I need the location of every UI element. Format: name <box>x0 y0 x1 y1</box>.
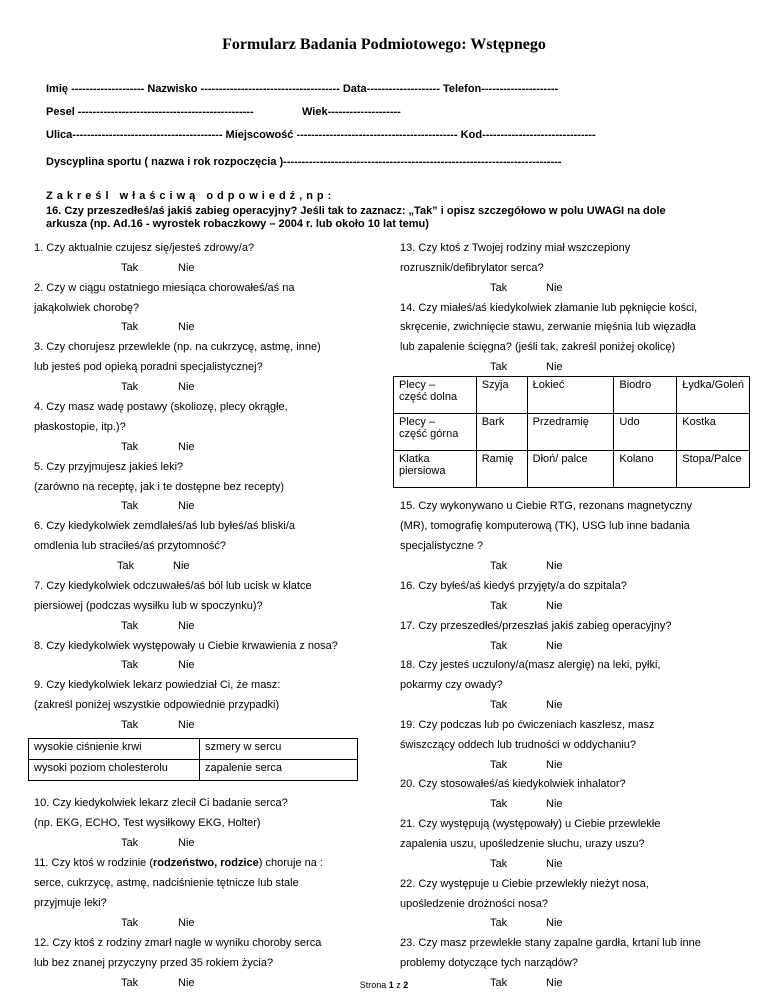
question-7: piersiowej (podczas wysiłku lub w spoczynku)? <box>34 600 263 612</box>
footer-label: Strona <box>359 980 389 990</box>
answer-no[interactable]: Nie <box>546 560 563 572</box>
table-cell[interactable]: Klatka piersiowa <box>394 451 477 488</box>
question-7: 7. Czy kiedykolwiek odczuwałeś/aś ból lub ucisk w klatce <box>34 580 312 592</box>
answer-yes[interactable]: Tak <box>490 917 508 929</box>
answer-no[interactable]: Nie <box>178 719 195 731</box>
table-row <box>394 451 750 488</box>
question-18: 18. Czy jesteś uczulony/a(masz alergię) na leki, pyłki, <box>400 659 661 671</box>
q11-emphasis: rodzeństwo, rodzice <box>153 857 259 869</box>
answer-no[interactable]: Nie <box>178 659 195 671</box>
answer-no[interactable]: Nie <box>546 759 563 771</box>
table-cell[interactable]: Stopa/Palce <box>677 451 750 488</box>
answer-yes[interactable]: Tak <box>490 282 508 294</box>
instruction-text: arkusza (np. Ad.16 - wyrostek robaczkowy – 2004 r. lub około 10 lat temu) <box>46 218 429 230</box>
question-2: 2. Czy w ciągu ostatniego miesiąca chorowałeś/aś na <box>34 282 295 294</box>
answer-no[interactable]: Nie <box>178 917 195 929</box>
question-4: płaskostopie, itp.)? <box>34 421 126 433</box>
page-total: 2 <box>403 980 409 990</box>
table-cell[interactable]: Łokieć <box>527 377 614 414</box>
footer-separator: z <box>393 980 404 990</box>
question-16: 16. Czy byłeś/aś kiedyś przyjęty/a do szpitala? <box>400 580 627 592</box>
answer-no[interactable]: Nie <box>546 798 563 810</box>
personal-info-line[interactable]: Imię -------------------- Nazwisko -------------------------------------- Data-------------------- Telefon--------------------- <box>46 83 559 95</box>
question-18: pokarmy czy owady? <box>400 679 503 691</box>
instruction-heading: Zakreśl właściwą odpowiedź,np: <box>46 190 336 202</box>
question-22: upośledzenie drożności nosa? <box>400 898 548 910</box>
sport-discipline-line[interactable]: Dyscyplina sportu ( nazwa i rok rozpoczęcia )---------------------------------------------------------------------------- <box>46 156 562 168</box>
table-cell[interactable]: Łydka/Goleń <box>677 377 750 414</box>
question-8: 8. Czy kiedykolwiek występowały u Ciebie krwawienia z nosa? <box>34 640 338 652</box>
table-cell[interactable]: wysokie ciśnienie krwi <box>29 739 200 760</box>
q11-text: 11. Czy ktoś w rodzinie ( <box>34 857 154 869</box>
table-cell[interactable]: Przedramię <box>527 414 614 451</box>
q14-body-region-table <box>393 376 750 488</box>
question-23: problemy dotyczące tych narządów? <box>400 957 578 969</box>
question-19: świszczący oddech lub trudności w oddychaniu? <box>400 739 637 751</box>
question-11 <box>34 857 323 869</box>
question-13: 13. Czy ktoś z Twojej rodziny miał wszczepiony <box>400 242 631 254</box>
answer-yes[interactable]: Tak <box>490 798 508 810</box>
question-9: 9. Czy kiedykolwiek lekarz powiedział Ci, że masz: <box>34 679 281 691</box>
address-line[interactable]: Ulica----------------------------------------- Miejscowość -------------------------------------------- Kod------------------------------- <box>46 129 596 141</box>
question-21: 21. Czy występują (występowały) u Ciebie przewlekłe <box>400 818 661 830</box>
question-1: 1. Czy aktualnie czujesz się/jesteś zdrowy/a? <box>34 242 255 254</box>
q9-conditions-table <box>28 738 358 781</box>
answer-yes[interactable]: Tak <box>117 560 135 572</box>
question-12: lub bez znanej przyczyny przed 35 rokiem życia? <box>34 957 274 969</box>
table-row <box>394 414 750 451</box>
answer-no[interactable]: Nie <box>546 361 563 373</box>
question-14: skręcenie, zwichnięcie stawu, zerwanie mięśnia lub więzadła <box>400 321 696 333</box>
question-10: 10. Czy kiedykolwiek lekarz zlecił Ci badanie serca? <box>34 797 288 809</box>
answer-no[interactable]: Nie <box>546 917 563 929</box>
table-cell[interactable]: Biodro <box>614 377 677 414</box>
answer-yes[interactable]: Tak <box>490 361 508 373</box>
answer-yes[interactable]: Tak <box>121 441 139 453</box>
age-field[interactable]: Wiek-------------------- <box>302 106 401 118</box>
answer-no[interactable]: Nie <box>178 620 195 632</box>
question-19: 19. Czy podczas lub po ćwiczeniach kaszlesz, masz <box>400 719 655 731</box>
question-15: specjalistyczne ? <box>400 540 484 552</box>
question-11: serce, cukrzycę, astmę, nadciśnienie tętnicze lub stale <box>34 877 299 889</box>
answer-yes[interactable]: Tak <box>121 321 139 333</box>
answer-yes[interactable]: Tak <box>490 600 508 612</box>
answer-no[interactable]: Nie <box>546 699 563 711</box>
answer-yes[interactable]: Tak <box>490 759 508 771</box>
table-cell[interactable]: Plecy – część dolna <box>394 377 477 414</box>
table-cell[interactable]: szmery w sercu <box>200 739 358 760</box>
question-12: 12. Czy ktoś z rodziny zmarł nagle w wyniku choroby serca <box>34 937 322 949</box>
answer-no[interactable]: Nie <box>546 600 563 612</box>
pesel-field[interactable]: Pesel ------------------------------------------------ <box>46 106 254 118</box>
table-row <box>29 760 358 781</box>
table-row <box>29 739 358 760</box>
table-row <box>394 377 750 414</box>
answer-yes[interactable]: Tak <box>490 699 508 711</box>
question-23: 23. Czy masz przewlekłe stany zapalne gardła, krtani lub inne <box>400 937 701 949</box>
instruction-text: 16. Czy przeszedłeś/aś jakiś zabieg operacyjny? Jeśli tak to zaznacz: „Tak” i opisz szczegółowo w polu UWAGI na dole <box>46 205 666 217</box>
question-5: (zarówno na receptę, jak i te dostępne bez recepty) <box>34 481 285 493</box>
answer-no[interactable]: Nie <box>178 381 195 393</box>
question-6: omdlenia lub straciłeś/aś przytomność? <box>34 540 226 552</box>
answer-no[interactable]: Nie <box>546 977 563 989</box>
question-4: 4. Czy masz wadę postawy (skoliozę, plecy okrągłe, <box>34 401 288 413</box>
answer-no[interactable]: Nie <box>546 282 563 294</box>
table-cell[interactable]: Szyja <box>476 377 527 414</box>
answer-yes[interactable]: Tak <box>121 262 139 274</box>
answer-yes[interactable]: Tak <box>490 977 508 989</box>
question-9: (zakreśl poniżej wszystkie odpowiednie przypadki) <box>34 699 280 711</box>
page-footer <box>0 980 768 990</box>
question-17: 17. Czy przeszedłeś/przeszłaś jakiś zabieg operacyjny? <box>400 620 672 632</box>
question-15: (MR), tomografię komputerową (TK), USG lub inne badania <box>400 520 690 532</box>
answer-no[interactable]: Nie <box>178 262 195 274</box>
answer-yes[interactable]: Tak <box>121 620 139 632</box>
answer-yes[interactable]: Tak <box>490 640 508 652</box>
q11-text: ) choruje na : <box>258 857 323 869</box>
question-3: 3. Czy chorujesz przewlekle (np. na cukrzycę, astmę, inne) <box>34 341 321 353</box>
question-13: rozrusznik/defibrylator serca? <box>400 262 544 274</box>
table-cell[interactable]: Plecy – część górna <box>394 414 477 451</box>
answer-no[interactable]: Nie <box>173 560 190 572</box>
table-cell[interactable]: Bark <box>476 414 527 451</box>
answer-no[interactable]: Nie <box>178 837 195 849</box>
question-6: 6. Czy kiedykolwiek zemdlałeś/aś lub byłeś/aś bliski/a <box>34 520 296 532</box>
answer-yes[interactable]: Tak <box>121 659 139 671</box>
answer-no[interactable]: Nie <box>546 640 563 652</box>
question-15: 15. Czy wykonywano u Ciebie RTG, rezonans magnetyczny <box>400 500 693 512</box>
question-2: jakąkolwiek chorobę? <box>34 302 140 314</box>
table-cell[interactable]: Kostka <box>677 414 750 451</box>
answer-no[interactable]: Nie <box>178 977 195 989</box>
question-21: zapalenia uszu, upośledzenie słuchu, urazy uszu? <box>400 838 645 850</box>
answer-yes[interactable]: Tak <box>121 977 139 989</box>
answer-no[interactable]: Nie <box>178 500 195 512</box>
answer-no[interactable]: Nie <box>546 858 563 870</box>
answer-yes[interactable]: Tak <box>490 560 508 572</box>
page-number: 1 <box>388 980 394 990</box>
table-cell[interactable]: zapalenie serca <box>200 760 358 781</box>
answer-yes[interactable]: Tak <box>490 858 508 870</box>
answer-yes[interactable]: Tak <box>121 917 139 929</box>
question-20: 20. Czy stosowałeś/aś kiedykolwiek inhalator? <box>400 778 626 790</box>
answer-no[interactable]: Nie <box>178 441 195 453</box>
table-cell[interactable]: wysoki poziom cholesterolu <box>29 760 200 781</box>
page-title: Formularz Badania Podmiotowego: Wstępnego <box>222 36 546 53</box>
answer-no[interactable]: Nie <box>178 321 195 333</box>
answer-yes[interactable]: Tak <box>121 381 139 393</box>
table-cell[interactable]: Udo <box>614 414 677 451</box>
answer-yes[interactable]: Tak <box>121 719 139 731</box>
question-11: przyjmuje leki? <box>34 897 107 909</box>
table-cell[interactable]: Dłoń/ palce <box>527 451 614 488</box>
question-10: (np. EKG, ECHO, Test wysiłkowy EKG, Holter) <box>34 817 261 829</box>
question-14: lub zapalenie ścięgna? (jeśli tak, zakreśl poniżej okolicę) <box>400 341 676 353</box>
question-5: 5. Czy przyjmujesz jakieś leki? <box>34 461 184 473</box>
question-14: 14. Czy miałeś/aś kiedykolwiek złamanie lub pęknięcie kości, <box>400 302 698 314</box>
table-cell[interactable]: Ramię <box>476 451 527 488</box>
answer-yes[interactable]: Tak <box>121 837 139 849</box>
question-22: 22. Czy występuje u Ciebie przewlekły nieżyt nosa, <box>400 878 649 890</box>
table-cell[interactable]: Kolano <box>614 451 677 488</box>
answer-yes[interactable]: Tak <box>121 500 139 512</box>
question-3: lub jesteś pod opieką poradni specjalistycznej? <box>34 361 263 373</box>
